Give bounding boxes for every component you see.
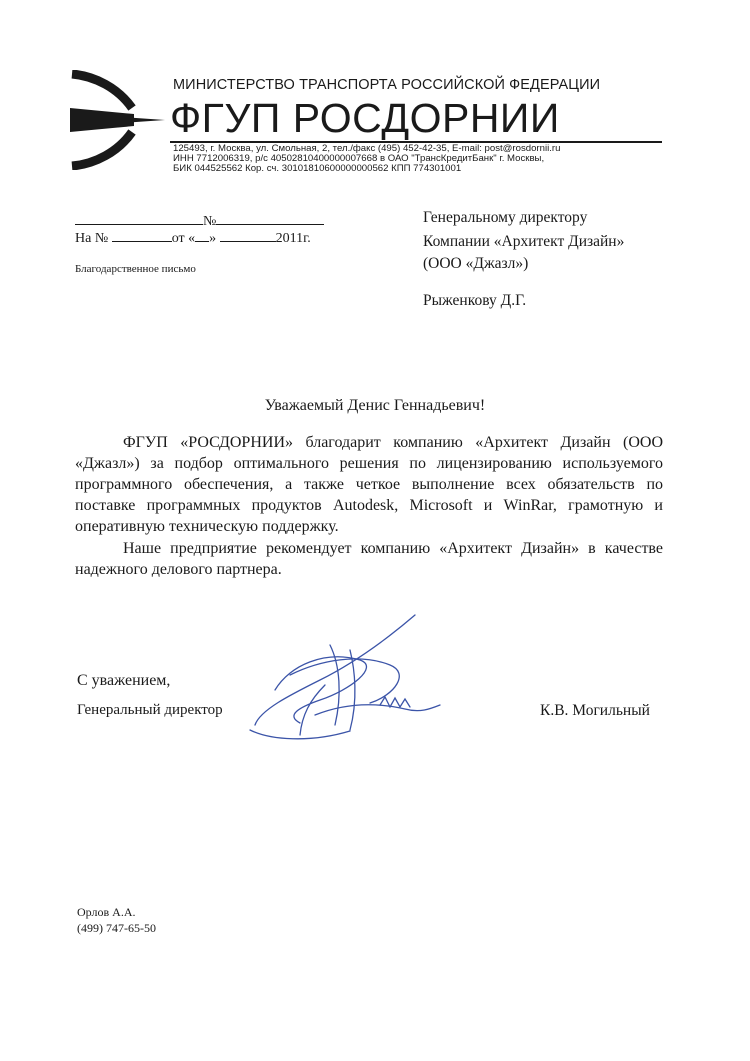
addressee-name: Рыженкову Д.Г. (423, 292, 527, 309)
addressee-company: Компании «Архитект Дизайн» (423, 233, 625, 250)
ministry-title: МИНИСТЕРСТВО ТРАНСПОРТА РОССИЙСКОЙ ФЕДЕРАЦИИ (173, 77, 601, 93)
contact-details (173, 144, 560, 174)
body-paragraph: Наше предприятие рекомендует компанию «Архитект Дизайн» в качестве надежного делового партнера. (75, 540, 663, 578)
closing-regards: С уважением, (77, 672, 171, 689)
executor-name: Орлов А.А. (77, 905, 136, 919)
signer-role: Генеральный директор (77, 702, 223, 718)
handwritten-signature (230, 605, 480, 755)
day-blank (195, 229, 209, 242)
contact-line: 125493, г. Москва, ул. Смольная, 2, тел./факс (495) 452-42-35, E-mail: post@rosdornii.ru (173, 143, 561, 154)
addressee-legal-name: (ООО «Джазл») (423, 255, 529, 272)
rosdornii-logo-icon (70, 70, 165, 170)
reply-prefix: На № (75, 231, 109, 246)
reply-number-blank (112, 229, 172, 242)
executor-phone: (499) 747-65-50 (77, 921, 156, 935)
salutation: Уважаемый Денис Геннадьевич! (264, 397, 486, 414)
number-blank (75, 212, 203, 225)
number-sign: № (203, 214, 217, 229)
document-type: Благодарственное письмо (75, 263, 196, 275)
outgoing-number (75, 212, 324, 230)
contact-line: БИК 044525562 Кор. сч. 30101810600000000562 КПП 774301001 (173, 163, 462, 174)
number-blank (216, 212, 324, 225)
reply-reference (75, 229, 311, 247)
signer-name: К.В. Могильный (540, 702, 650, 719)
org-name: ФГУП РОСДОРНИИ (170, 95, 560, 141)
from-word: от « (171, 231, 196, 246)
year: 2011г. (275, 231, 311, 246)
quote-close: » (209, 231, 217, 246)
addressee-position: Генеральному директору (423, 209, 588, 226)
month-blank (220, 229, 276, 242)
body-paragraph: ФГУП «РОСДОРНИИ» благодарит компанию «Архитект Дизайн (ООО «Джазл») за подбор оптимального решения по лицензированию используемого программного обеспечения, а также четкое выполнение всех обязательств по поставке программных продуктов Autodesk, Microsoft и WinRar, грамотную и оперативную техническую поддержку. (75, 434, 663, 535)
contact-line: ИНН 7712006319, р/с 40502810400000007668 в ОАО "ТрансКредитБанк" г. Москвы, (173, 153, 545, 164)
